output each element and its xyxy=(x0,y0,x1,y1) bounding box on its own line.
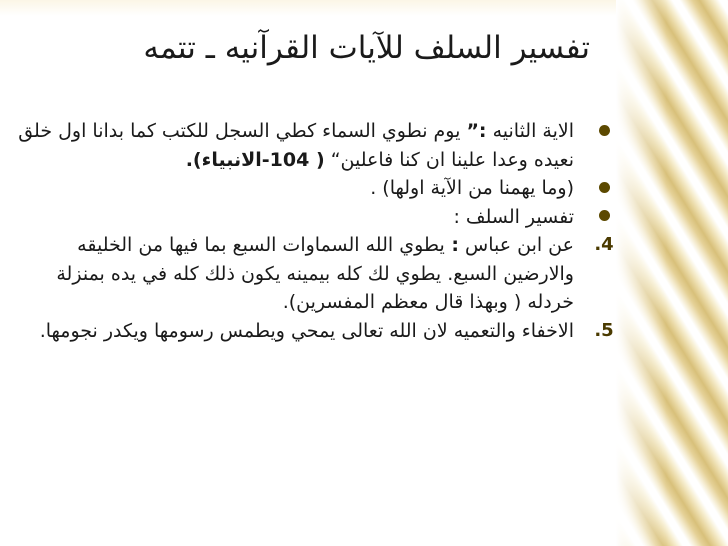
list-item-text: (وما يهمنا من الآية اولها) . xyxy=(370,177,574,199)
list-item-3 xyxy=(6,203,608,232)
list-number: 5. xyxy=(594,319,614,341)
slide-content xyxy=(6,117,614,345)
bullet-icon xyxy=(592,203,616,232)
verse-text: يوم نطوي السماء كطي السجل للكتب كما بدانا اول خلق نعيده وعدا علينا ان كنا فاعلين“ xyxy=(18,120,574,171)
list-item-1 xyxy=(6,117,608,174)
tafsir-text: يطوي الله السماوات السبع بما فيها من الخليقه والارضين السبع. يطوي لك كله بيمينه يكون ذلك كله في يده بمنزلة خردله ( وبهذا قال معظم المفسرين). xyxy=(56,234,574,313)
decorative-stripes xyxy=(616,0,728,546)
list-item-text: تفسير السلف : xyxy=(453,205,574,228)
list-item-4 xyxy=(6,231,614,317)
verse-label: الاية الثانيه xyxy=(486,120,574,142)
list-item-text: الاخفاء والتعميه لان الله تعالى يمحي ويطمس رسومها ويكدر نجومها. xyxy=(39,319,574,342)
list-item-5 xyxy=(6,317,614,346)
list-item-text xyxy=(6,117,574,174)
list-item-text xyxy=(6,231,574,317)
narrator-colon: : xyxy=(444,234,459,256)
list-number: 4. xyxy=(594,234,614,255)
bullet-icon xyxy=(592,117,616,146)
bullet-icon xyxy=(592,174,616,203)
slide-title: تفسير السلف للآيات القرآنيه ـ تتمه xyxy=(143,30,590,66)
list-item-2 xyxy=(6,174,608,203)
verse-reference: ( 104-الانبياء). xyxy=(185,148,325,171)
narrator: عن ابن عباس xyxy=(458,234,574,256)
verse-colon: :” xyxy=(466,120,487,142)
